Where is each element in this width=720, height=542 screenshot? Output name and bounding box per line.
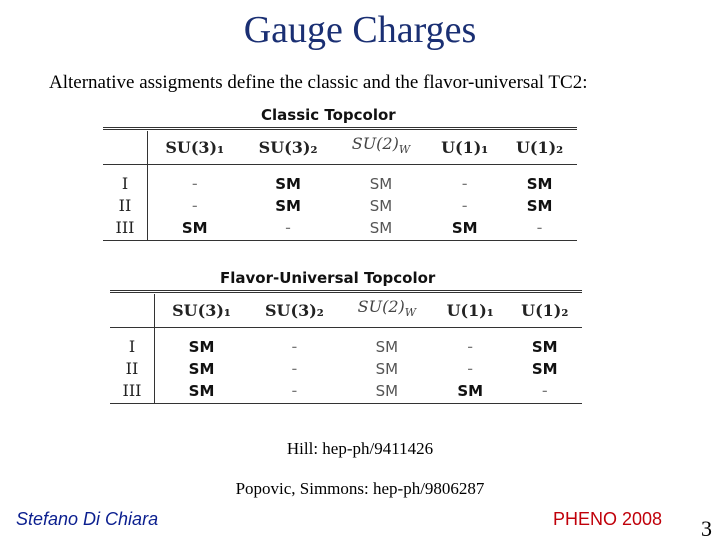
table-cell: -	[291, 381, 298, 400]
slide-title: Gauge Charges	[243, 9, 477, 51]
generation-label: II	[103, 195, 148, 217]
table-row	[103, 165, 577, 196]
table-cell: SM	[526, 197, 553, 215]
table-cell: SM	[375, 360, 399, 378]
header-su3-1: SU(3)₁	[165, 137, 225, 157]
table-cell: SM	[526, 175, 553, 193]
table-row	[103, 195, 577, 217]
table-cell: SM	[531, 338, 558, 356]
table-cell: SM	[531, 360, 558, 378]
generation-label: II	[110, 358, 155, 380]
table-cell: -	[285, 218, 291, 237]
header-su2w: $SU(2)_W$	[351, 134, 411, 157]
table-cell: -	[191, 196, 198, 215]
table-cell: SM	[369, 219, 393, 237]
table-cell: -	[191, 174, 198, 193]
generation-label: III	[110, 380, 155, 403]
table-cell: SM	[188, 360, 215, 378]
reference-popovic-simmons: Popovic, Simmons: hep-ph/9806287	[235, 479, 485, 498]
footer-author: Stefano Di Chiara	[16, 509, 159, 529]
header-u1-2: U(1)₂	[515, 137, 564, 157]
generation-label: III	[103, 217, 148, 240]
reference-hill: Hill: hep-ph/9411426	[286, 439, 434, 458]
table-cell: -	[291, 337, 298, 356]
table-cell: -	[541, 381, 548, 400]
table-cell: -	[536, 218, 543, 237]
table-cell: SM	[181, 219, 208, 237]
table-cell: SM	[275, 175, 301, 193]
table-cell: SM	[457, 382, 484, 400]
header-su2w: $SU(2)_W$	[357, 297, 417, 320]
table-cell: -	[461, 196, 468, 215]
footer-conference: PHENO 2008	[553, 509, 663, 529]
table-cell: SM	[188, 382, 215, 400]
table-row	[110, 328, 582, 359]
table-cell: -	[467, 337, 474, 356]
flavor-universal-topcolor-caption: Flavor-Universal Topcolor	[220, 269, 436, 287]
slide-subtitle: Alternative assigments define the classic and the flavor-universal TC2:	[49, 72, 588, 93]
table-cell: -	[467, 359, 474, 378]
flavor-universal-topcolor-table	[110, 290, 582, 404]
header-corner	[103, 131, 148, 165]
table-row	[110, 358, 582, 380]
table-cell: SM	[275, 197, 301, 215]
header-u1-1: U(1)₁	[441, 137, 489, 157]
table-cell: SM	[375, 338, 399, 356]
header-u1-2: U(1)₂	[521, 300, 569, 320]
header-su3-2: SU(3)₂	[258, 137, 318, 157]
table-cell: -	[461, 174, 468, 193]
header-su3-1: SU(3)₁	[172, 300, 231, 320]
table-cell: SM	[451, 219, 478, 237]
table-cell: SM	[369, 197, 393, 215]
classic-topcolor-table	[103, 127, 577, 241]
table-cell: SM	[188, 338, 215, 356]
header-corner	[110, 294, 155, 328]
header-u1-1: U(1)₁	[446, 300, 494, 320]
generation-label: I	[103, 165, 148, 196]
page-number: 3	[701, 516, 712, 541]
header-su3-2: SU(3)₂	[265, 300, 324, 320]
table-cell: SM	[375, 382, 399, 400]
classic-topcolor-caption: Classic Topcolor	[261, 106, 396, 124]
table-cell: -	[291, 359, 298, 378]
table-row	[103, 217, 577, 240]
table-row	[110, 380, 582, 403]
generation-label: I	[110, 328, 155, 359]
table-cell: SM	[369, 175, 393, 193]
